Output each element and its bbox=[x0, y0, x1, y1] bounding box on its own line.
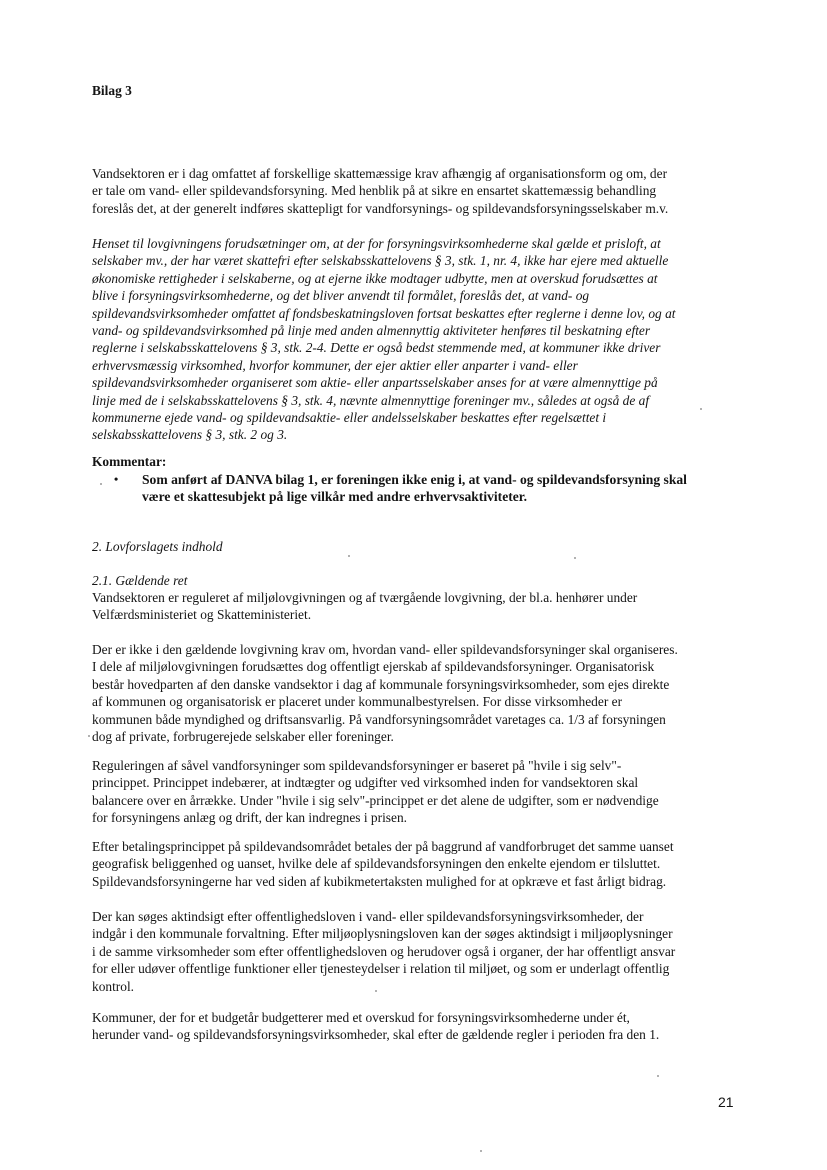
text-line: Spildevandsforsyningerne har ved siden af kubikmetertaksten mulighed for at opkræve et fast årligt bidrag. bbox=[92, 873, 667, 889]
text-line: Der kan søges aktindsigt efter offentlighedsloven i vand- eller spildevandsforsyningsvirksomheder, der bbox=[92, 909, 644, 924]
text-line: selskabsskattelovens § 3, stk. 2 og 3. bbox=[92, 427, 288, 443]
text-line: princippet. Princippet indebærer, at indtægter og udgifter ved virksomhed inden for vandsektoren skal bbox=[92, 775, 639, 791]
text-line: selskaber mv., der har været skattefri efter selskabsskattelovens § 3, stk. 1, nr. 4, ikke har ejere med aktuelle bbox=[92, 253, 669, 269]
text-line: erhvervsmæssig virksomhed, hvorfor kommuner, der ejer aktier eller anparter i vand- eller bbox=[92, 357, 578, 373]
text-line: dog af private, forbrugerejede selskaber eller foreninger. bbox=[92, 729, 394, 745]
intro-paragraph bbox=[92, 165, 742, 217]
text-line: spildevandsvirksomheder organiseret som aktie- eller anpartsselskaber anses for at være almennyttige på bbox=[92, 375, 658, 391]
text-line: spildevandsvirksomheder omfattet af fondsbeskatningsloven fortsat beskattes efter reglerne i denne lov, og at bbox=[92, 305, 676, 321]
comment-bullet-item bbox=[116, 471, 746, 506]
text-line: af kommunen og organisatorisk er placeret under kommunalbestyrelsen. For disse virksomheder er bbox=[92, 694, 623, 710]
text-line: reglerne i selskabsskattelovens § 3, stk. 2-4. Dette er også bedst stemmende med, at kommuner ikke driver bbox=[92, 340, 661, 356]
section-heading: 2. Lovforslagets indhold bbox=[92, 539, 223, 554]
text-line: for forsyningens anlæg og drift, der kan indregnes i prisen. bbox=[92, 810, 407, 826]
text-line: kontrol. bbox=[92, 978, 135, 994]
text-line: Reguleringen af såvel vandforsyninger som spildevandsforsyninger er baseret på "hvile i sig selv"- bbox=[92, 758, 622, 773]
text-line: Der er ikke i den gældende lovgivning krav om, hvordan vand- eller spildevandsforsyninger skal organiseres. bbox=[92, 642, 678, 657]
scan-speck bbox=[375, 990, 377, 992]
text-line: Velfærdsministeriet og Skatteministeriet. bbox=[92, 607, 312, 623]
text-line: indgår i den kommunale forvaltning. Efter miljøoplysningsloven kan der søges aktindsigt i miljøoplysninger bbox=[92, 926, 673, 942]
text-line: for eller udøver offentlige funktioner eller tjenesteydelser i relation til miljøet, og som er underlagt offentlig bbox=[92, 961, 670, 977]
subsection-heading: 2.1. Gældende ret bbox=[92, 573, 188, 588]
paragraph bbox=[92, 838, 742, 890]
scan-speck bbox=[574, 557, 576, 559]
quote-paragraph bbox=[92, 235, 742, 444]
bullet-icon: • bbox=[114, 472, 119, 486]
paragraph bbox=[92, 757, 742, 827]
paragraph bbox=[92, 641, 742, 745]
scan-speck bbox=[657, 1075, 659, 1077]
paragraph bbox=[92, 908, 742, 995]
text-line: Kommuner, der for et budgetår budgetterer med et overskud for forsyningsvirksomhederne under ét, bbox=[92, 1010, 630, 1025]
text-line: I dele af miljølovgivningen forudsættes dog offentligt ejerskab af spildevandsforsyninger. Organisatorisk bbox=[92, 659, 655, 675]
text-line: herunder vand- og spildevandsforsyningsvirksomheder, skal efter de gældende regler i perioden fra den 1. bbox=[92, 1027, 660, 1043]
text-line: blive i forsyningsvirksomhederne, og det bliver anvendt til formålet, foreslås det, at vand- og bbox=[92, 288, 590, 304]
comment-heading: Kommentar: bbox=[92, 454, 167, 469]
scan-speck bbox=[700, 408, 702, 410]
text-line: økonomiske rettigheder i selskaberne, og at ejerne ikke modtager udbytte, men at overskud forudsættes at bbox=[92, 270, 658, 286]
text-line: i de samme virksomheder som efter offentlighedsloven og herudover også i organer, der har offentligt ansvar bbox=[92, 943, 676, 959]
scan-speck bbox=[100, 483, 102, 485]
text-line: Henset til lovgivningens forudsætninger om, at der for forsyningsvirksomhederne skal gælde et prisloft, at bbox=[92, 236, 661, 251]
text-line: Vandsektoren er reguleret af miljølovgivningen og af tværgående lovgivning, der bl.a. henhører under bbox=[92, 590, 638, 605]
text-line: vand- og spildevandsvirksomhed på linje med anden almennyttig aktiviteter henføres til beskatning efter bbox=[92, 323, 651, 339]
text-line: Vandsektoren er i dag omfattet af forskellige skattemæssige krav afhængig af organisationsform og om, der bbox=[92, 166, 668, 181]
text-line: Som anført af DANVA bilag 1, er foreningen ikke enig i, at vand- og spildevandsforsyning skal bbox=[142, 472, 687, 487]
paragraph bbox=[92, 589, 742, 624]
text-line: Efter betalingsprincippet på spildevandsområdet betales der på baggrund af vandforbruget det samme uanset bbox=[92, 839, 674, 854]
scan-speck bbox=[480, 1150, 482, 1152]
page-title: Bilag 3 bbox=[92, 83, 132, 98]
text-line: består hovedparten af den danske vandsektor i dag af kommunale forsyningsvirksomheder, som ejes direkte bbox=[92, 676, 670, 692]
text-line: linje med de i selskabsskattelovens § 3, stk. 4, nævnte almennyttige foreninger mv., således at også de af bbox=[92, 392, 650, 408]
page-number: 21 bbox=[718, 1094, 734, 1110]
text-line: kommunen både myndighed og driftsansvarlig. På vandforsyningsområdet varetages ca. 1/3 af forsyningen bbox=[92, 711, 666, 727]
text-line: være et skattesubjekt på lige vilkår med andre erhvervsaktiviteter. bbox=[142, 489, 527, 505]
paragraph bbox=[92, 1009, 742, 1044]
text-line: er tale om vand- eller spildevandsforsyning. Med henblik på at sikre en ensartet skattemæssig behandling bbox=[92, 183, 657, 199]
text-line: balancere over en årrække. Under "hvile i sig selv"-princippet er det alene de udgifter, som er nødvendige bbox=[92, 792, 659, 808]
text-line: geografisk beliggenhed og uanset, hvilke dele af spildevandsforsyningen den enkelte ejendom er tilsluttet. bbox=[92, 856, 661, 872]
text-line: kommunerne ejede vand- og spildevandsaktie- eller andelsselskaber beskattes efter regelsættet i bbox=[92, 410, 607, 426]
text-line: foreslås det, at der generelt indføres skattepligt for vandforsynings- og spildevandsforsyningsselskaber m.v. bbox=[92, 200, 669, 216]
scan-speck bbox=[348, 555, 350, 557]
scan-speck bbox=[88, 735, 90, 737]
